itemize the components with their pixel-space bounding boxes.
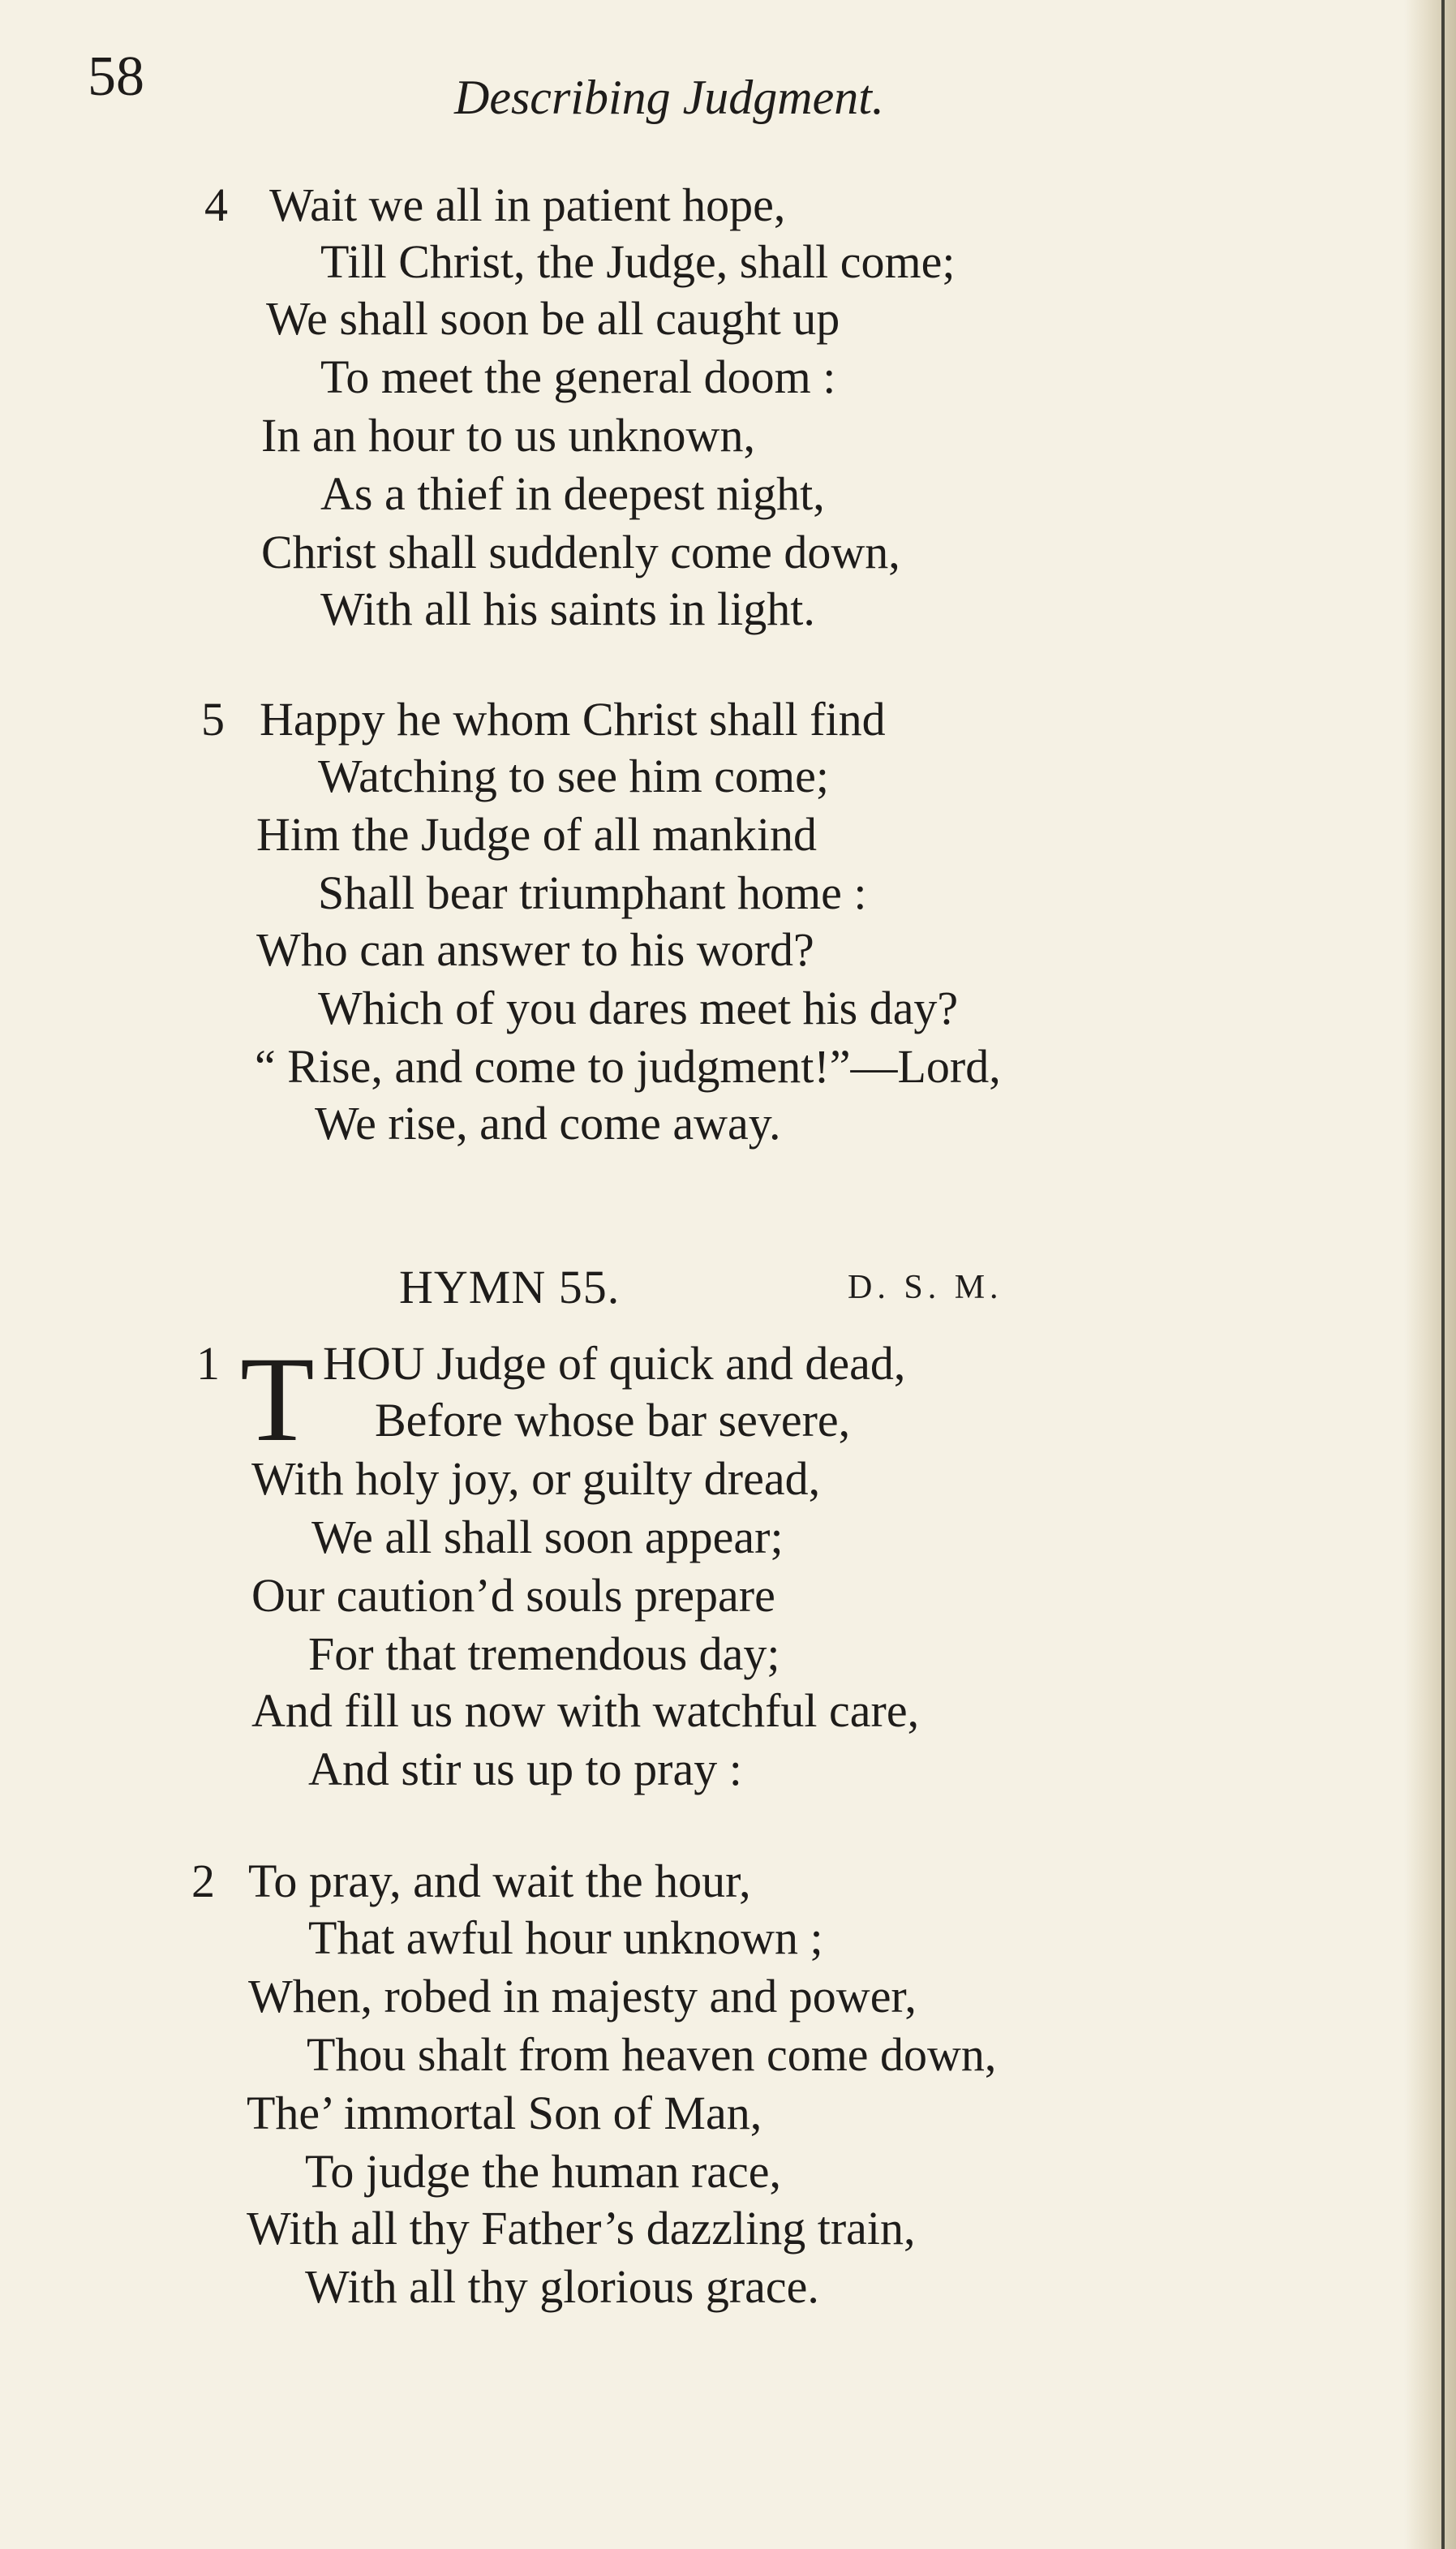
verse-line: “ Rise, and come to judgment!”—Lord, [255, 1040, 1001, 1093]
verse-line: The’ immortal Son of Man, [247, 2087, 762, 2139]
verse-line: Wait we all in patient hope, [269, 178, 786, 231]
verse-line: And stir us up to pray : [308, 1743, 742, 1795]
page-edge-shadow [1404, 0, 1456, 2549]
verse-line: With holy joy, or guilty dread, [251, 1452, 821, 1505]
verse-line: To meet the general doom : [320, 350, 836, 403]
hymn-meter: D. S. M. [848, 1269, 1003, 1306]
verse-line: To pray, and wait the hour, [248, 1855, 751, 1907]
running-head: Describing Judgment. [454, 71, 884, 124]
drop-cap: T [240, 1332, 315, 1467]
verse-line: With all his saints in light. [320, 582, 815, 635]
verse-line: Happy he whom Christ shall find [260, 693, 886, 746]
verse-line: Him the Judge of all mankind [256, 808, 818, 861]
stanza-number: 4 [204, 178, 228, 231]
verse-line: And fill us now with watchful care, [251, 1684, 920, 1737]
verse-line: Our caution’d souls prepare [251, 1569, 775, 1622]
page-number: 58 [88, 45, 144, 108]
verse-line: HOU Judge of quick and dead, [323, 1337, 906, 1390]
verse-line: That awful hour unknown ; [308, 1911, 823, 1964]
verse-line: With all thy Father’s dazzling train, [247, 2202, 916, 2255]
verse-line: With all thy glorious grace. [305, 2260, 819, 2313]
verse-line: For that tremendous day; [308, 1627, 780, 1680]
verse-line: Till Christ, the Judge, shall come; [320, 235, 956, 288]
verse-line: Shall bear triumphant home : [318, 866, 867, 919]
verse-line: We shall soon be all caught up [266, 292, 840, 345]
verse-line: Thou shalt from heaven come down, [307, 2028, 997, 2081]
page-edge-line [1441, 0, 1445, 2549]
stanza-number: 1 [196, 1337, 220, 1390]
hymn-title: HYMN 55. [399, 1261, 621, 1313]
verse-line: As a thief in deepest night, [320, 467, 825, 520]
verse-line: Which of you dares meet his day? [318, 982, 959, 1034]
verse-line: To judge the human race, [305, 2145, 781, 2198]
verse-line: Before whose bar severe, [375, 1394, 851, 1446]
verse-line: Christ shall suddenly come down, [261, 526, 900, 578]
verse-line: Watching to see him come; [318, 750, 829, 802]
verse-line: We rise, and come away. [315, 1097, 781, 1150]
verse-line: In an hour to us unknown, [261, 409, 755, 462]
verse-line: We all shall soon appear; [311, 1511, 784, 1563]
stanza-number: 5 [201, 693, 225, 746]
verse-line: When, robed in majesty and power, [248, 1970, 917, 2022]
stanza-number: 2 [191, 1855, 215, 1907]
verse-line: Who can answer to his word? [256, 923, 814, 976]
